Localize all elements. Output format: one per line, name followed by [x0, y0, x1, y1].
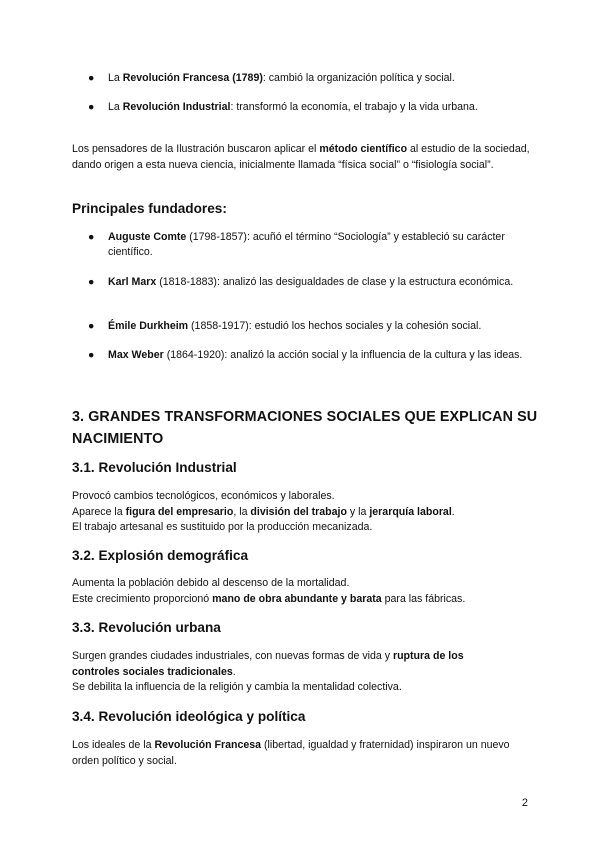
bullet-icon: ● [88, 320, 95, 332]
section-3-4-body: Los ideales de la Revolución Francesa (libertad, igualdad y fraternidad) inspiraron un nuevo orden político y social. [72, 739, 510, 767]
section-3-3-body: Surgen grandes ciudades industriales, con nuevas formas de vida y ruptura de los controles sociales tradicionales. Se debilita la influencia de la religión y cambia la mentalidad colectiva. [72, 650, 464, 693]
bullet-icon: ● [88, 276, 95, 288]
bullet-icon: ● [88, 101, 95, 113]
section-3-2-body: Aumenta la población debido al descenso de la mortalidad. Este crecimiento proporcionó mano de obra abundante y barata para las fábricas. [72, 577, 466, 605]
section-3-3-heading: 3.3. Revolución urbana [72, 620, 221, 635]
bullet-icon: ● [88, 349, 95, 361]
section-3-1-body: Provocó cambios tecnológicos, económicos y laborales. Aparece la figura del empresario, la división del trabajo y la jerarquía laboral. El trabajo artesanal es sustituido por la producción mecanizada. [72, 490, 455, 533]
section-3-2-heading: 3.2. Explosión demográfica [72, 548, 249, 563]
section-3-1-heading: 3.1. Revolución Industrial [72, 460, 237, 475]
bullet-icon: ● [88, 72, 95, 84]
document-page: ● La Revolución Francesa (1789): cambió la organización política y social. ● La Revolución Industrial: transformó la economía, el trabajo y la vida urbana. Los pensadores de la Ilustración buscaron aplicar el método científico al estudio de la sociedad, dando origen a esta nueva ciencia, inicialmente llamada “física social” o “fisiología social”. Principales fundadores: ● Auguste Comte (1798-1857): acuñó el término “Sociología” y estableció su carácter científico. ● Karl Marx (1818-1883): analizó las desigualdades de clase y la estructura económica. ● Émile Durkheim (1858-1917): estudió los hechos sociales y la cohesión social. ● Max Weber (1864-1920): analizó la acción social y la influencia de la cultura y las ideas. 3. GRANDES TRANSFORMACIONES SOCIALES QUE EXPLICAN SU NACIMIENTO 3.1. Revolución Industrial Provocó cambios tecnológicos, económicos y laborales. Aparece la figura del empresario, la división del trabajo y la jerarquía laboral. El trabajo artesanal es sustituido por la producción mecanizada. 3.2. Explosión demográfica Aumenta la población debido al descenso de la mortalidad. Este crecimiento proporcionó mano de obra abundante y barata para las fábricas. 3.3. Revolución urbana Surgen grandes ciudades industriales, con nuevas formas de vida y ruptura de los controles sociales tradicionales. Se debilita la influencia de la religión y cambia la mentalidad colectiva. 3.4. Revolución ideológica y política Los ideales de la Revolución Francesa (libertad, igualdad y fraternidad) inspiraron un nuevo orden político y social. 2 [0, 0, 600, 848]
section-3-4-heading: 3.4. Revolución ideológica y política [72, 709, 306, 724]
ilustracion-paragraph: Los pensadores de la Ilustración buscaron aplicar el método científico al estudio de la sociedad, dando origen a esta nueva ciencia, inicialmente llamada “física social” o “fisiología social”. [72, 143, 530, 171]
fundadores-heading: Principales fundadores: [72, 201, 227, 216]
page-number: 2 [521, 797, 528, 809]
bullet-icon: ● [88, 231, 95, 243]
section-3-heading: 3. GRANDES TRANSFORMACIONES SOCIALES QUE EXPLICAN SU NACIMIENTO [72, 409, 538, 447]
